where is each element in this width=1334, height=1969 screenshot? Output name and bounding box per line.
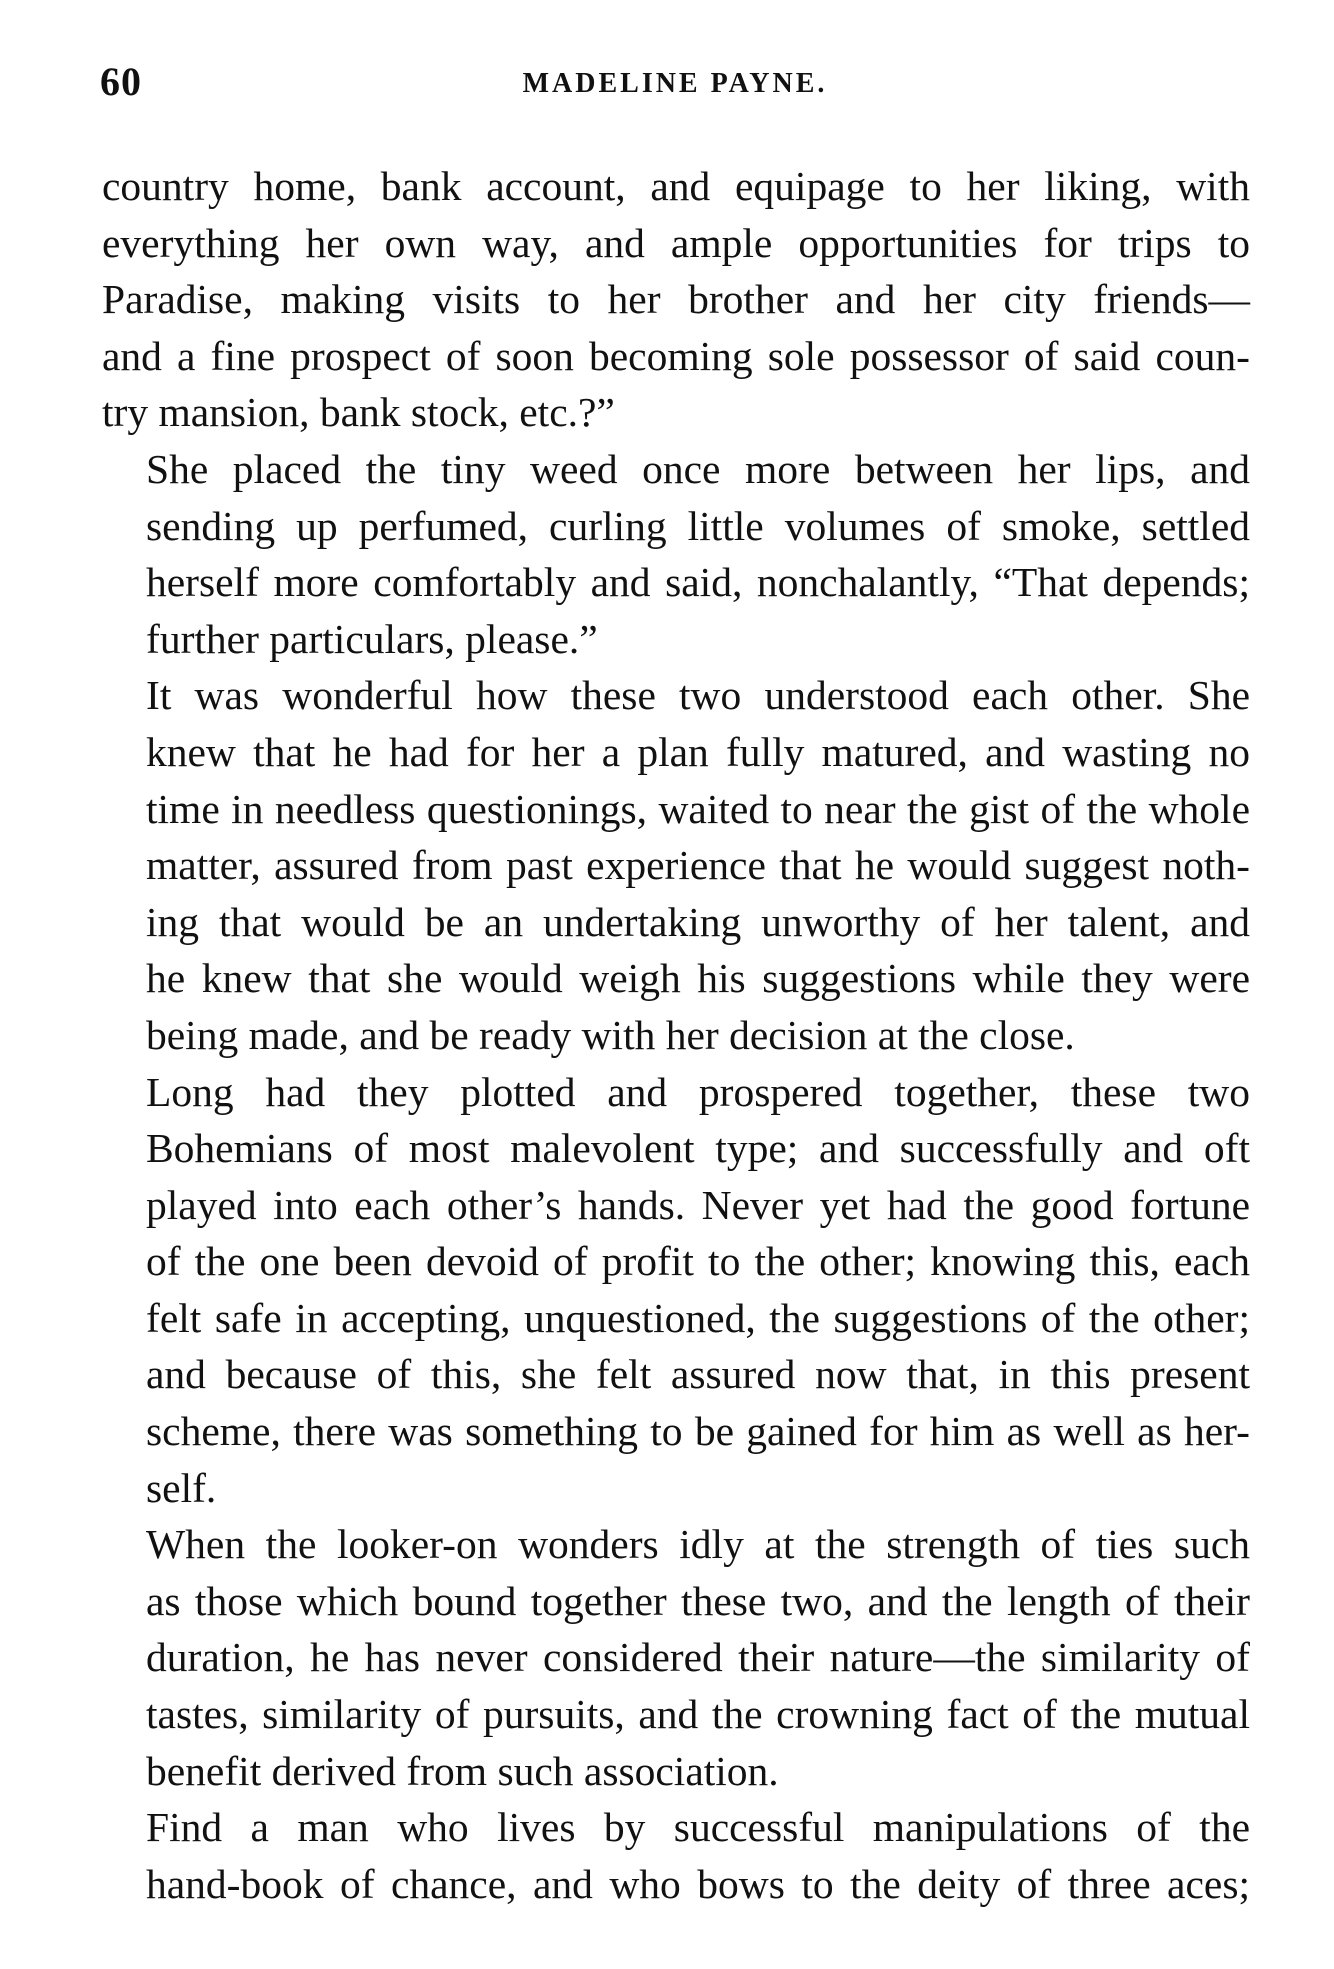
text-line: duration, he has never considered their nature—the similarity of xyxy=(146,1634,1250,1681)
text-line: herself more comfortably and said, nonchalantly, “That depends; xyxy=(146,559,1250,606)
page-header xyxy=(100,58,1250,118)
paragraph xyxy=(102,667,1250,1063)
text-line: knew that he had for her a plan fully matured, and wasting no xyxy=(146,728,1250,775)
text-line: as those which bound together these two, and the length of their xyxy=(146,1577,1250,1624)
text-line: sending up perfumed, curling little volumes of smoke, settled xyxy=(146,502,1250,549)
text-line: matter, assured from past experience that he would suggest noth- xyxy=(146,842,1250,889)
body-text xyxy=(102,158,1250,1912)
paragraph xyxy=(102,1064,1250,1517)
text-line: She placed the tiny weed once more between her lips, and xyxy=(146,445,1250,492)
text-line: Long had they plotted and prospered together, these two xyxy=(146,1068,1250,1115)
paragraph xyxy=(102,441,1250,667)
text-line: When the looker-on wonders idly at the strength of ties such xyxy=(146,1521,1250,1568)
text-line: ing that would be an undertaking unworthy of her talent, and xyxy=(146,898,1250,945)
page-number: 60 xyxy=(100,59,142,104)
paragraph xyxy=(102,158,1250,441)
text-line: being made, and be ready with her decision at the close. xyxy=(146,1011,1075,1058)
text-line: of the one been devoid of profit to the other; knowing this, each xyxy=(146,1238,1250,1285)
text-line: time in needless questionings, waited to near the gist of the whole xyxy=(146,785,1250,832)
text-line: Bohemians of most malevolent type; and successfully and oft xyxy=(146,1125,1250,1172)
text-line: tastes, similarity of pursuits, and the crowning fact of the mutual xyxy=(146,1691,1250,1738)
text-line: and a fine prospect of soon becoming sole possessor of said coun- xyxy=(102,332,1250,379)
text-line: and because of this, she felt assured now that, in this present xyxy=(146,1351,1250,1398)
paragraph xyxy=(102,1516,1250,1799)
paragraph xyxy=(102,1799,1250,1912)
text-line: scheme, there was something to be gained for him as well as her- xyxy=(146,1408,1250,1455)
text-line: he knew that she would weigh his suggestions while they were xyxy=(146,955,1250,1002)
text-line: hand-book of chance, and who bows to the deity of three aces; xyxy=(146,1860,1250,1907)
text-line: felt safe in accepting, unquestioned, the suggestions of the other; xyxy=(146,1294,1250,1341)
text-line: played into each other’s hands. Never yet had the good fortune xyxy=(146,1181,1250,1228)
text-line: try mansion, bank stock, etc.?” xyxy=(102,389,615,436)
text-line: country home, bank account, and equipage to her liking, with xyxy=(102,163,1250,209)
text-line: It was wonderful how these two understood each other. She xyxy=(146,672,1250,719)
text-line: self. xyxy=(146,1464,217,1511)
text-line: Find a man who lives by successful manipulations of the xyxy=(146,1804,1250,1851)
text-line: Paradise, making visits to her brother and her city friends— xyxy=(102,276,1250,323)
running-title: MADELINE PAYNE. xyxy=(522,68,828,99)
text-line: further particulars, please.” xyxy=(146,615,598,662)
text-line: everything her own way, and ample opportunities for trips to xyxy=(102,219,1250,266)
text-line: benefit derived from such association. xyxy=(146,1747,779,1794)
